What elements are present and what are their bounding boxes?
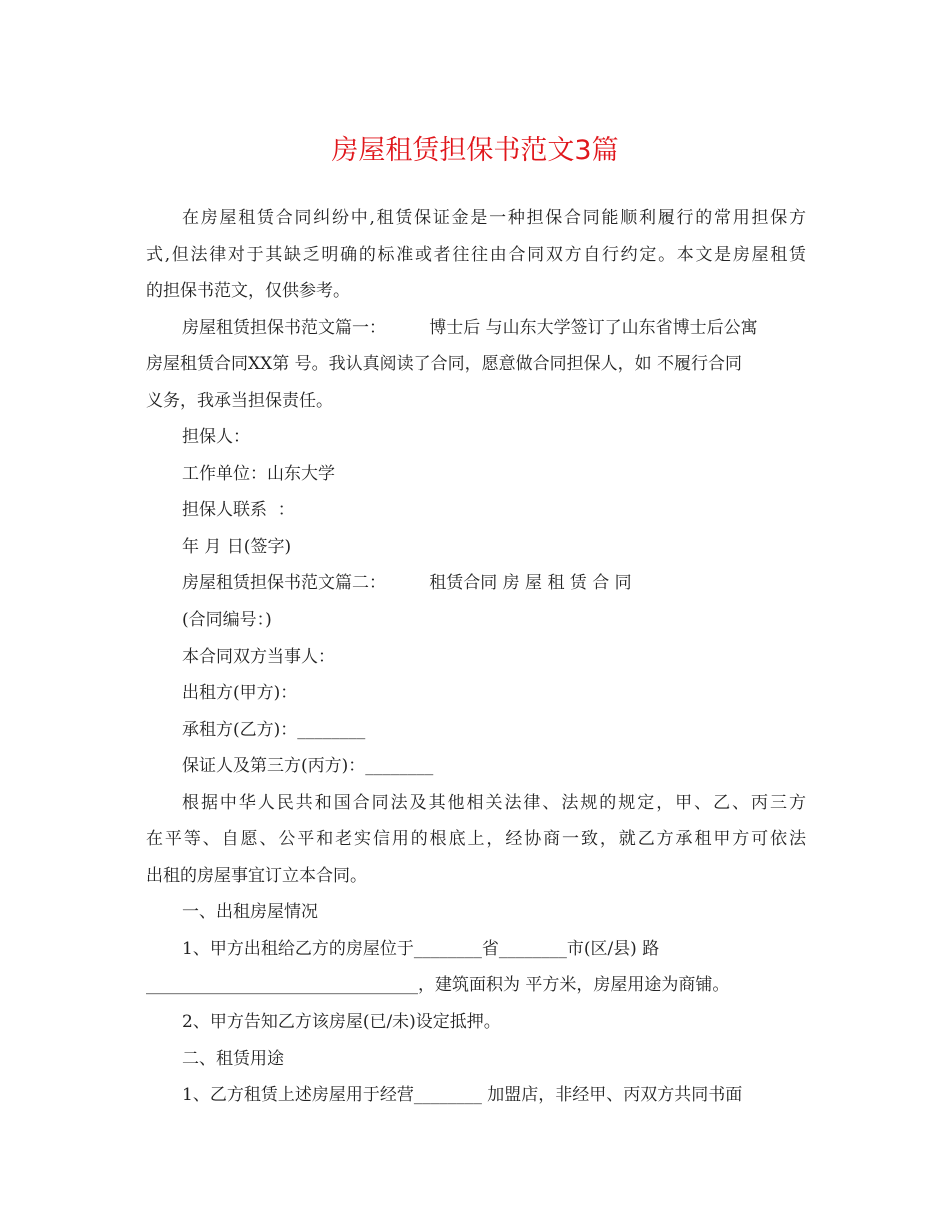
text-line: 本合同双方当事人： [182, 646, 335, 667]
text-line: 在平等、自愿、公平和老实信用的根底上，经协商一致，就乙方承租甲方可依法 [146, 829, 806, 850]
text-line: 义务，我承当担保责任。 [146, 390, 333, 411]
text-line: 房屋租赁担保书范文篇二： 租赁合同 房 屋 租 赁 合 同 [182, 573, 632, 594]
text-line: 房屋租赁合同XX第 号。我认真阅读了合同，愿意做合同担保人，如 不履行合同 [146, 354, 743, 375]
text-line: 1、乙方租赁上述房屋用于经营________ 加盟店，非经甲、丙双方共同书面 [182, 1085, 743, 1106]
text-line: 2、甲方告知乙方该房屋(已/未)设定抵押。 [182, 1012, 501, 1033]
text-line: 保证人及第三方(丙方)：________ [182, 756, 434, 777]
text-line: 一、出租房屋情况 [182, 902, 318, 923]
text-line: 在房屋租赁合同纠纷中,租赁保证金是一种担保合同能顺利履行的常用担保方 [182, 208, 806, 228]
document-body [146, 200, 806, 1114]
text-line: 二、租赁用途 [182, 1048, 284, 1069]
text-line: 房屋租赁担保书范文篇一： 博士后 与山东大学签订了山东省博士后公寓 [182, 317, 758, 338]
text-line: 的担保书范文，仅供参考。 [146, 281, 350, 302]
document-title: 房屋租赁担保书范文3篇 [331, 135, 619, 166]
text-line: 工作单位：山东大学 [182, 463, 335, 484]
text-line: 出租方(甲方)： [182, 683, 298, 704]
text-line: 根据中华人民共和国合同法及其他相关法律、法规的规定，甲、乙、丙三方 [182, 792, 806, 813]
text-line: 承租方(乙方)：________ [182, 719, 366, 740]
text-line: 年 月 日(签字) [182, 536, 292, 557]
text-line: 出租的房屋事宜订立本合同。 [146, 865, 367, 886]
text-line: 担保人联系 ： [182, 500, 295, 521]
text-line: (合同编号：) [182, 610, 272, 631]
text-line: 式,但法律对于其缺乏明确的标准或者往往由合同双方自行约定。本文是房屋租赁 [146, 244, 806, 265]
text-line: 1、甲方出租给乙方的房屋位于________省________市(区/县) 路 [182, 938, 660, 959]
text-line: ________________________________，建筑面积为 平方米，房屋用途为商铺。 [146, 975, 730, 996]
text-line: 担保人： [182, 427, 250, 448]
